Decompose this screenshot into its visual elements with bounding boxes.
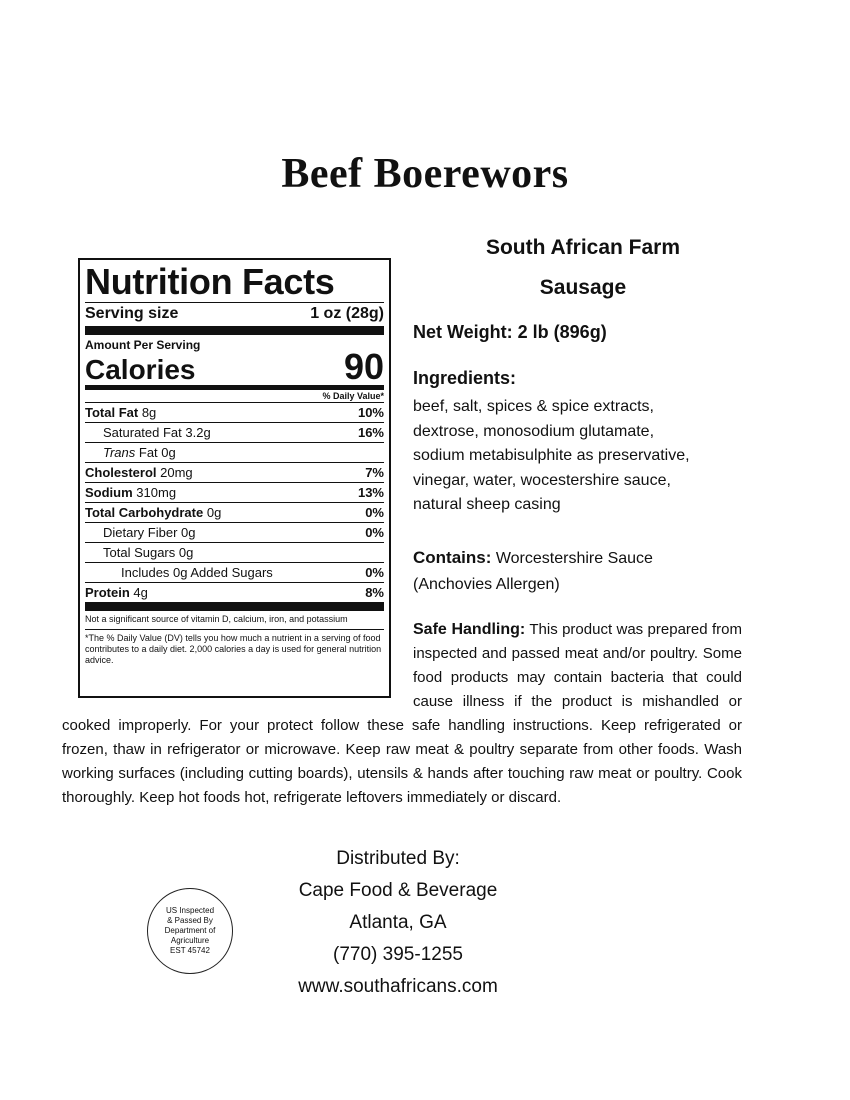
distributor-website: www.southafricans.com	[298, 976, 498, 997]
ingredients-label: Ingredients:	[413, 368, 517, 388]
nutrient-row-trans-fat: Trans Fat 0g	[85, 442, 384, 462]
nutrient-row-total-fat: Total Fat 8g 10%	[85, 402, 384, 422]
serving-size-row	[85, 303, 384, 326]
product-title: Beef Boerewors	[281, 151, 569, 197]
distributor-phone: (770) 395-1255	[333, 944, 463, 965]
daily-value-header: % Daily Value*	[322, 391, 384, 401]
calories-value: 90	[343, 346, 384, 387]
net-weight: Net Weight: 2 lb (896g)	[413, 322, 607, 342]
nutrient-row-added-sugars: Includes 0g Added Sugars 0%	[85, 562, 384, 582]
calories-label: Calories	[85, 354, 196, 385]
distributed-by-label: Distributed By:	[336, 848, 460, 869]
contains-label: Contains:	[413, 548, 492, 567]
product-subtitle: South African Farm Sausage	[485, 236, 681, 299]
safe-handling-label: Safe Handling:	[413, 621, 526, 638]
contains-text: Worcestershire Sauce	[495, 550, 653, 567]
ingredients-line: sodium metabisulphite as preservative,	[413, 447, 690, 464]
nutrient-row-total-carbohydrate: Total Carbohydrate 0g 0%	[85, 502, 384, 522]
nutrient-row-cholesterol: Cholesterol 20mg 7%	[85, 462, 384, 482]
serving-size-value: 1 oz (28g)	[310, 305, 384, 322]
safe-handling-statement	[62, 618, 742, 810]
distributor-name: Cape Food & Beverage	[298, 880, 498, 901]
nutrient-row-sodium: Sodium 310mg 13%	[85, 482, 384, 502]
contains-text-2: (Anchovies Allergen)	[413, 576, 560, 593]
distributor-block	[248, 843, 548, 1003]
ingredients-list	[413, 395, 743, 518]
vitamin-note: Not a significant source of vitamin D, calcium, iron, and potassium	[85, 614, 348, 624]
nutrient-row-total-sugars: Total Sugars 0g	[85, 542, 384, 562]
nutrition-facts-heading: Nutrition Facts	[85, 261, 335, 302]
ingredients-line: natural sheep casing	[413, 496, 561, 513]
serving-size-label: Serving size	[85, 305, 179, 322]
calories-row	[85, 346, 384, 387]
distributor-city: Atlanta, GA	[349, 912, 447, 933]
allergen-statement	[413, 545, 743, 598]
ingredients-line: beef, salt, spices & spice extracts,	[413, 398, 654, 415]
nutrient-row-dietary-fiber: Dietary Fiber 0g 0%	[85, 522, 384, 542]
nutrient-row-saturated-fat: Saturated Fat 3.2g 16%	[85, 422, 384, 442]
nutrient-row-protein: Protein 4g 8%	[85, 582, 384, 602]
usda-inspection-seal: US Inspected & Passed By Department of Agriculture EST 45742	[147, 888, 233, 974]
ingredients-line: dextrose, monosodium glutamate,	[413, 422, 655, 440]
safe-handling-text: This product was prepared from inspected and passed meat and/or poultry. Some food products may contain bacteria that could cause illness if the product is mishandled or cooked improperly. For your protect follow these safe handling instructions. Keep refrigerated or frozen, thaw in refrigerator or microwave. Keep raw meat & poultry separate from other foods. Wash working surfaces (including cutting boards), utensils & hands after touching raw meat or poultry. Cook thoroughly. Keep hot foods hot, refrigerate leftovers immediately or discard.	[62, 621, 742, 806]
daily-value-footnote: *The % Daily Value (DV) tells you how much a nutrient in a serving of food contributes to a daily diet. 2,000 calories a day is used for general nutrition advice.	[85, 633, 382, 665]
ingredients-line: vinegar, water, wocestershire sauce,	[413, 471, 671, 489]
amount-per-serving: Amount Per Serving	[85, 338, 201, 352]
